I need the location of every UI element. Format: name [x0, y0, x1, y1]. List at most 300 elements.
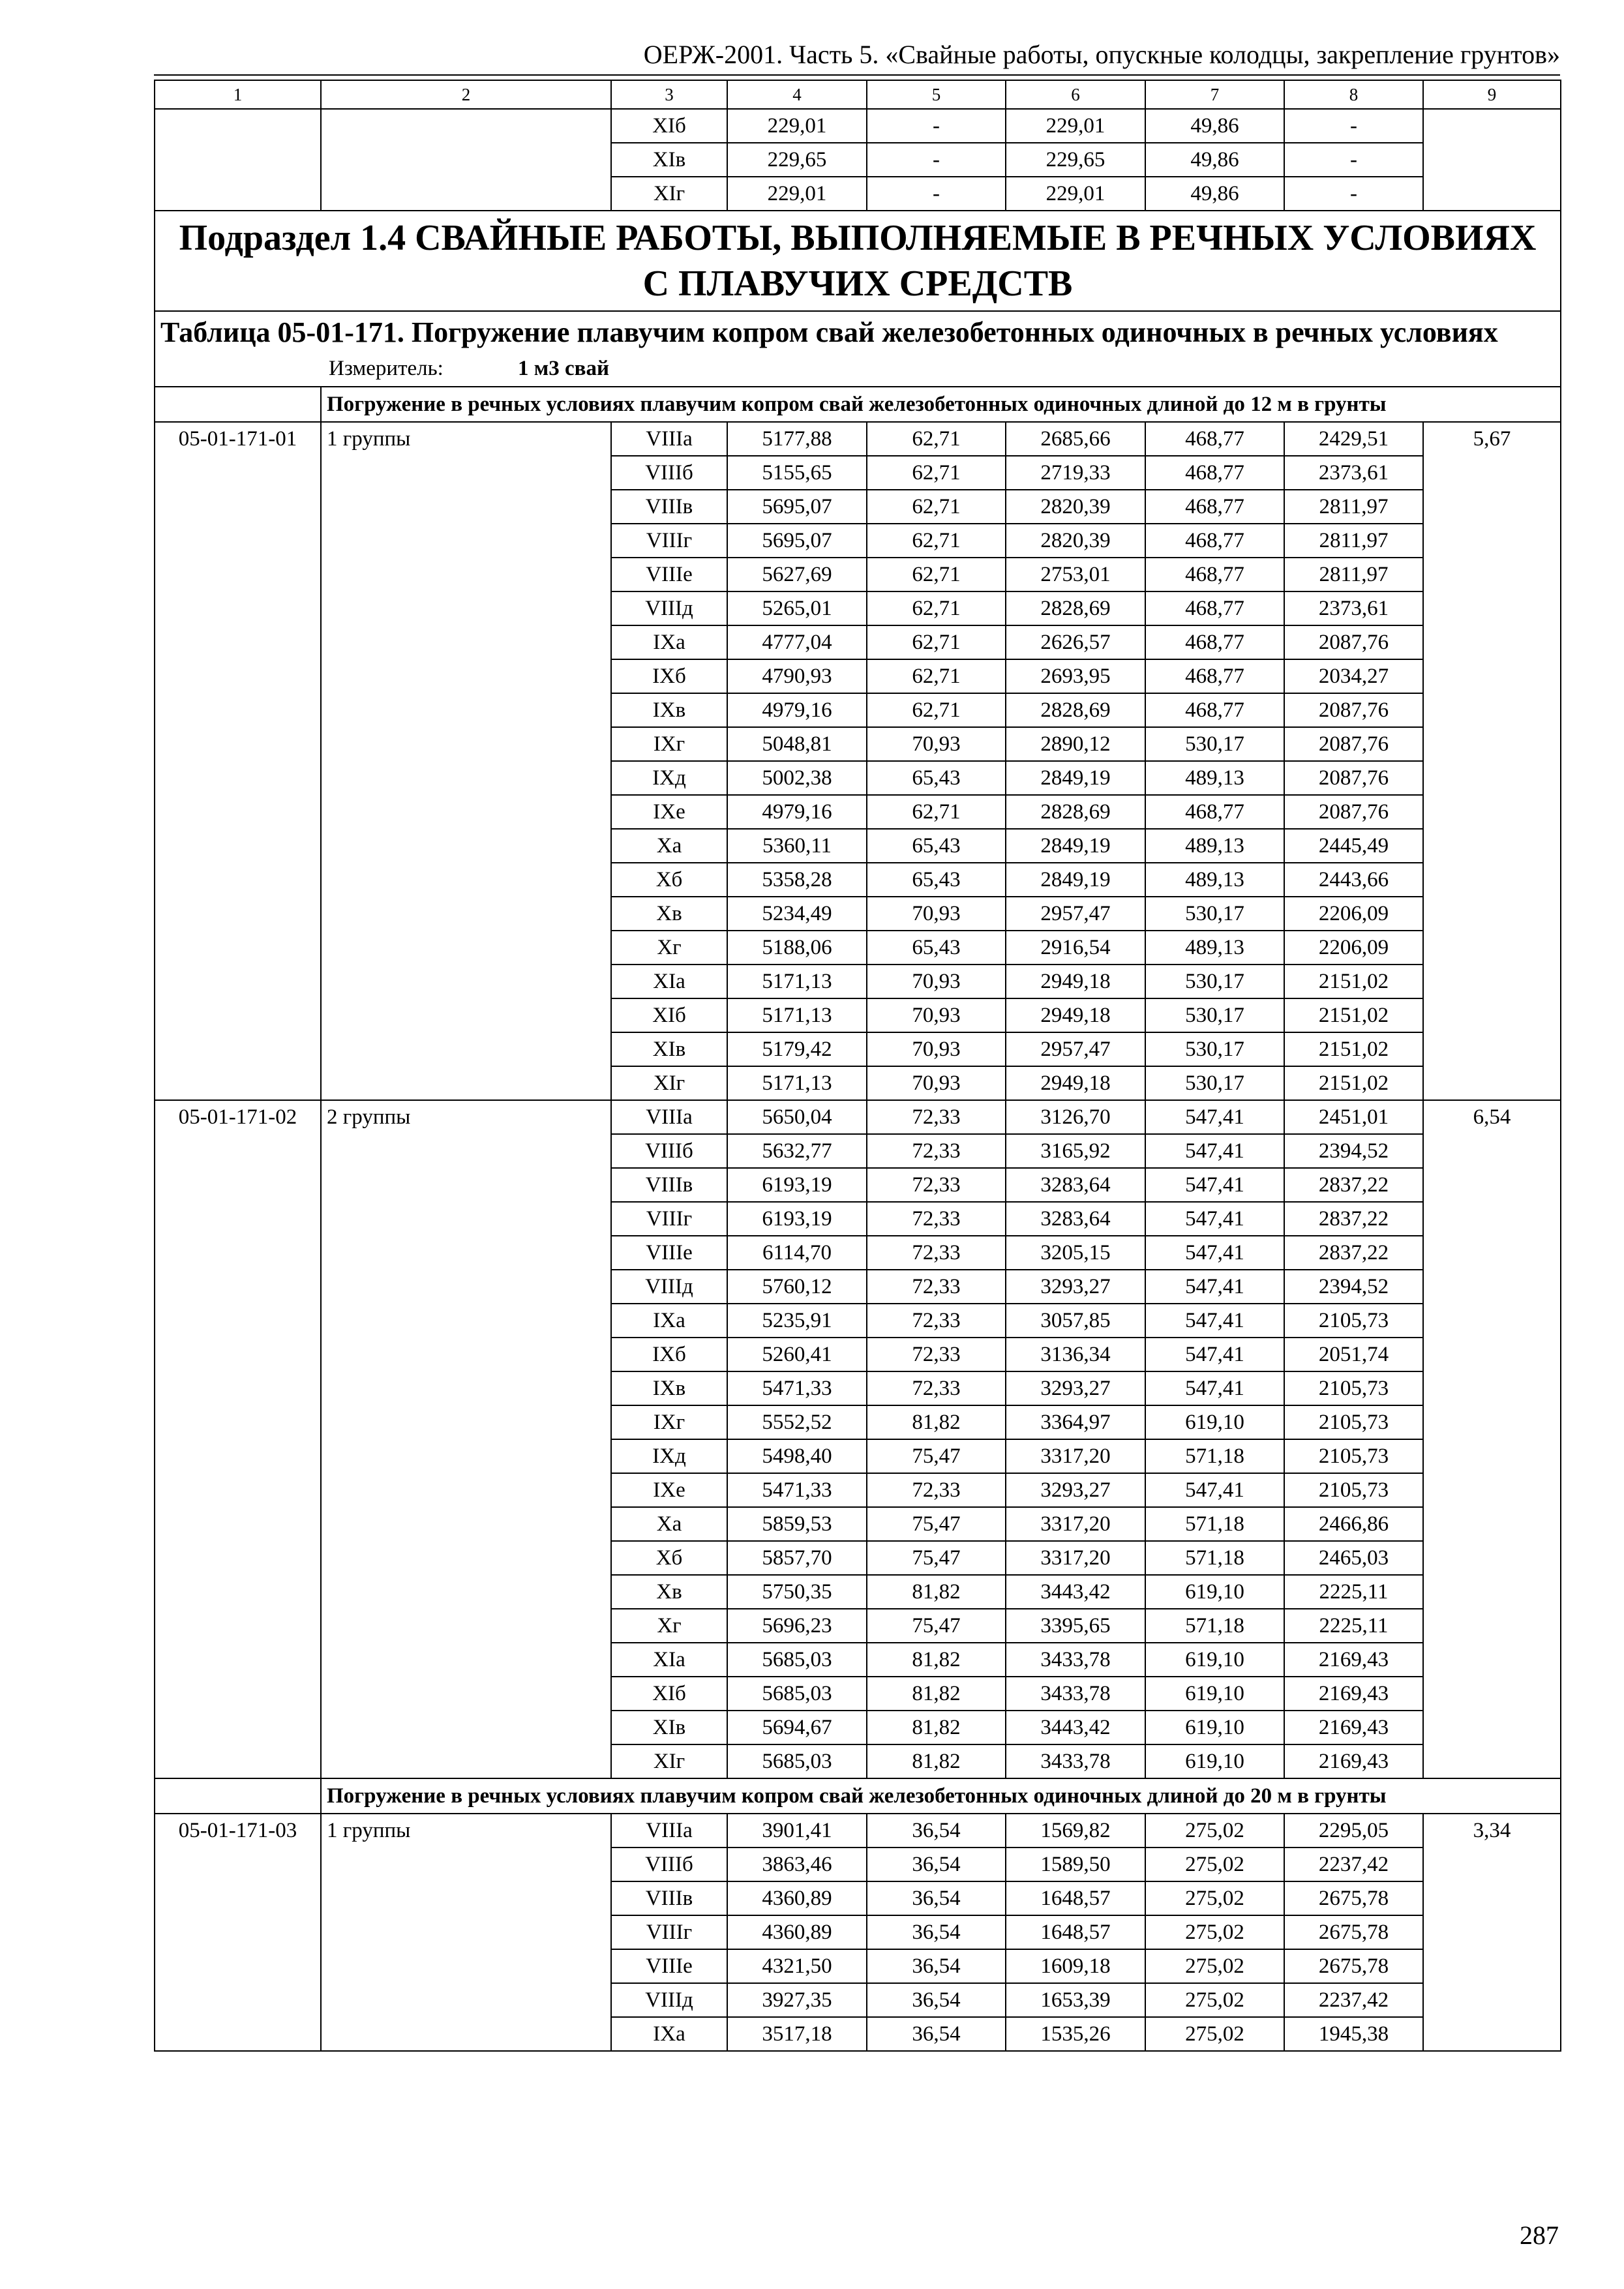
- wages-cell: -: [867, 177, 1006, 211]
- machinist-wages-cell: 547,41: [1145, 1473, 1284, 1507]
- machinist-wages-cell: 489,13: [1145, 863, 1284, 897]
- machinist-wages-cell: 530,17: [1145, 965, 1284, 998]
- wages-cell: 72,33: [867, 1168, 1006, 1202]
- machine-cost-cell: 1648,57: [1006, 1881, 1145, 1915]
- wages-cell: 81,82: [867, 1643, 1006, 1677]
- soil-class-cell: VIIIа: [611, 1814, 727, 1848]
- direct-cost-cell: 5498,40: [727, 1439, 867, 1473]
- machine-cost-cell: 3205,15: [1006, 1236, 1145, 1270]
- wages-cell: 72,33: [867, 1304, 1006, 1338]
- table-row: [155, 109, 1561, 143]
- machinist-wages-cell: 275,02: [1145, 1881, 1284, 1915]
- materials-cost-cell: -: [1284, 143, 1423, 177]
- materials-cost-cell: 2087,76: [1284, 693, 1423, 727]
- direct-cost-cell: 5171,13: [727, 998, 867, 1032]
- machine-cost-cell: 3293,27: [1006, 1473, 1145, 1507]
- direct-cost-cell: 5265,01: [727, 591, 867, 625]
- materials-cost-cell: 2206,09: [1284, 931, 1423, 965]
- machinist-wages-cell: 468,77: [1145, 625, 1284, 659]
- materials-cost-cell: 2429,51: [1284, 422, 1423, 456]
- machine-cost-cell: 3443,42: [1006, 1711, 1145, 1744]
- machine-cost-cell: 2753,01: [1006, 558, 1145, 591]
- machine-cost-cell: 229,65: [1006, 143, 1145, 177]
- materials-cost-cell: 2034,27: [1284, 659, 1423, 693]
- direct-cost-cell: 5632,77: [727, 1134, 867, 1168]
- code-cell: 05-01-171-03: [155, 1814, 321, 2051]
- soil-class-cell: VIIIд: [611, 1983, 727, 2017]
- machine-cost-cell: 2957,47: [1006, 1032, 1145, 1066]
- wages-cell: -: [867, 143, 1006, 177]
- code-cell: 05-01-171-01: [155, 422, 321, 1100]
- materials-cost-cell: 2837,22: [1284, 1236, 1423, 1270]
- materials-cost-cell: 2169,43: [1284, 1643, 1423, 1677]
- direct-cost-cell: 5471,33: [727, 1371, 867, 1405]
- machinist-wages-cell: 619,10: [1145, 1711, 1284, 1744]
- materials-cost-cell: 2675,78: [1284, 1949, 1423, 1983]
- machinist-wages-cell: 468,77: [1145, 591, 1284, 625]
- direct-cost-cell: 3901,41: [727, 1814, 867, 1848]
- machinist-wages-cell: 530,17: [1145, 998, 1284, 1032]
- soil-class-cell: VIIIг: [611, 524, 727, 558]
- soil-class-cell: VIIIд: [611, 1270, 727, 1304]
- materials-cost-cell: 2394,52: [1284, 1134, 1423, 1168]
- wages-cell: 36,54: [867, 1915, 1006, 1949]
- machine-cost-cell: 1648,57: [1006, 1915, 1145, 1949]
- column-number: 3: [611, 80, 727, 109]
- machine-cost-cell: 2828,69: [1006, 795, 1145, 829]
- direct-cost-cell: 4777,04: [727, 625, 867, 659]
- section-heading-spacer: [155, 387, 321, 422]
- materials-cost-cell: -: [1284, 177, 1423, 211]
- machine-cost-cell: 2849,19: [1006, 829, 1145, 863]
- wages-cell: 62,71: [867, 625, 1006, 659]
- wages-cell: 36,54: [867, 2017, 1006, 2051]
- column-number-row: [155, 80, 1561, 109]
- wages-cell: 75,47: [867, 1609, 1006, 1643]
- materials-cost-cell: 2087,76: [1284, 761, 1423, 795]
- soil-class-cell: VIIIб: [611, 1848, 727, 1881]
- soil-class-cell: VIIIв: [611, 490, 727, 524]
- column-number: 4: [727, 80, 867, 109]
- machine-cost-cell: 2820,39: [1006, 490, 1145, 524]
- machinist-wages-cell: 468,77: [1145, 795, 1284, 829]
- direct-cost-cell: 5048,81: [727, 727, 867, 761]
- direct-cost-cell: 3927,35: [727, 1983, 867, 2017]
- column-number: 9: [1423, 80, 1561, 109]
- table-row: [155, 422, 1561, 456]
- soil-class-cell: Xб: [611, 863, 727, 897]
- machine-cost-cell: 229,01: [1006, 109, 1145, 143]
- machinist-wages-cell: 468,77: [1145, 490, 1284, 524]
- direct-cost-cell: 5471,33: [727, 1473, 867, 1507]
- machinist-wages-cell: 530,17: [1145, 1032, 1284, 1066]
- soil-class-cell: XIг: [611, 1066, 727, 1100]
- machinist-wages-cell: 468,77: [1145, 558, 1284, 591]
- direct-cost-cell: 5358,28: [727, 863, 867, 897]
- machine-cost-cell: 2693,95: [1006, 659, 1145, 693]
- machine-cost-cell: 2949,18: [1006, 1066, 1145, 1100]
- materials-cost-cell: 2451,01: [1284, 1100, 1423, 1134]
- wages-cell: 70,93: [867, 1032, 1006, 1066]
- materials-cost-cell: 2151,02: [1284, 998, 1423, 1032]
- materials-cost-cell: 2225,11: [1284, 1609, 1423, 1643]
- wages-cell: 65,43: [867, 761, 1006, 795]
- machine-cost-cell: 3317,20: [1006, 1507, 1145, 1541]
- table-title-cell: [155, 311, 1561, 387]
- wages-cell: 62,71: [867, 693, 1006, 727]
- wages-cell: 72,33: [867, 1338, 1006, 1371]
- soil-class-cell: XIб: [611, 109, 727, 143]
- direct-cost-cell: 4979,16: [727, 693, 867, 727]
- machinist-wages-cell: 619,10: [1145, 1677, 1284, 1711]
- direct-cost-cell: 5234,49: [727, 897, 867, 931]
- machinist-wages-cell: 547,41: [1145, 1168, 1284, 1202]
- rates-table: [154, 80, 1561, 2052]
- machine-cost-cell: 3293,27: [1006, 1371, 1145, 1405]
- machine-cost-cell: 1653,39: [1006, 1983, 1145, 2017]
- materials-cost-cell: 2087,76: [1284, 795, 1423, 829]
- soil-class-cell: IXа: [611, 2017, 727, 2051]
- machine-cost-cell: 2949,18: [1006, 965, 1145, 998]
- soil-class-cell: VIIIг: [611, 1915, 727, 1949]
- materials-cost-cell: 2151,02: [1284, 1032, 1423, 1066]
- machine-cost-cell: 3364,97: [1006, 1405, 1145, 1439]
- machine-cost-cell: 1589,50: [1006, 1848, 1145, 1881]
- materials-cost-cell: 2105,73: [1284, 1371, 1423, 1405]
- machine-cost-cell: 2719,33: [1006, 456, 1145, 490]
- wages-cell: 62,71: [867, 422, 1006, 456]
- rates-table-body: [155, 80, 1561, 2051]
- direct-cost-cell: 5650,04: [727, 1100, 867, 1134]
- materials-cost-cell: 2237,42: [1284, 1848, 1423, 1881]
- machinist-wages-cell: 489,13: [1145, 761, 1284, 795]
- soil-class-cell: IXг: [611, 727, 727, 761]
- machinist-wages-cell: 547,41: [1145, 1304, 1284, 1338]
- subsection-row: [155, 211, 1561, 311]
- machine-cost-cell: 3136,34: [1006, 1338, 1145, 1371]
- machinist-wages-cell: 619,10: [1145, 1405, 1284, 1439]
- wages-cell: 70,93: [867, 998, 1006, 1032]
- soil-class-cell: XIв: [611, 143, 727, 177]
- col9-cell: 6,54: [1423, 1100, 1561, 1778]
- soil-class-cell: VIIIе: [611, 558, 727, 591]
- direct-cost-cell: 5155,65: [727, 456, 867, 490]
- machinist-wages-cell: 571,18: [1145, 1507, 1284, 1541]
- code-cell: [155, 109, 321, 211]
- soil-class-cell: XIг: [611, 177, 727, 211]
- materials-cost-cell: 2811,97: [1284, 524, 1423, 558]
- materials-cost-cell: 2675,78: [1284, 1881, 1423, 1915]
- wages-cell: 62,71: [867, 490, 1006, 524]
- machine-cost-cell: 3283,64: [1006, 1168, 1145, 1202]
- wages-cell: 36,54: [867, 1949, 1006, 1983]
- materials-cost-cell: 2373,61: [1284, 456, 1423, 490]
- direct-cost-cell: 4979,16: [727, 795, 867, 829]
- direct-cost-cell: 4790,93: [727, 659, 867, 693]
- materials-cost-cell: 2169,43: [1284, 1744, 1423, 1778]
- direct-cost-cell: 5685,03: [727, 1677, 867, 1711]
- soil-class-cell: IXе: [611, 795, 727, 829]
- group-cell: 1 группы: [321, 1814, 611, 2051]
- machinist-wages-cell: 468,77: [1145, 659, 1284, 693]
- machine-cost-cell: 2685,66: [1006, 422, 1145, 456]
- direct-cost-cell: 5696,23: [727, 1609, 867, 1643]
- machine-cost-cell: 3317,20: [1006, 1439, 1145, 1473]
- wages-cell: 81,82: [867, 1677, 1006, 1711]
- direct-cost-cell: 5235,91: [727, 1304, 867, 1338]
- column-number: 1: [155, 80, 321, 109]
- materials-cost-cell: 2394,52: [1284, 1270, 1423, 1304]
- col9-cell: 5,67: [1423, 422, 1561, 1100]
- soil-class-cell: IXе: [611, 1473, 727, 1507]
- direct-cost-cell: 3863,46: [727, 1848, 867, 1881]
- soil-class-cell: XIб: [611, 1677, 727, 1711]
- machinist-wages-cell: 489,13: [1145, 829, 1284, 863]
- machinist-wages-cell: 275,02: [1145, 1983, 1284, 2017]
- machine-cost-cell: 1569,82: [1006, 1814, 1145, 1848]
- running-title: ОЕРЖ-2001. Часть 5. «Свайные работы, опускные колодцы, закрепление грунтов»: [154, 38, 1560, 76]
- machinist-wages-cell: 49,86: [1145, 109, 1284, 143]
- direct-cost-cell: 5179,42: [727, 1032, 867, 1066]
- wages-cell: 72,33: [867, 1371, 1006, 1405]
- direct-cost-cell: 5171,13: [727, 1066, 867, 1100]
- direct-cost-cell: 3517,18: [727, 2017, 867, 2051]
- machinist-wages-cell: 619,10: [1145, 1575, 1284, 1609]
- direct-cost-cell: 5750,35: [727, 1575, 867, 1609]
- soil-class-cell: IXд: [611, 761, 727, 795]
- group-cell: 2 группы: [321, 1100, 611, 1778]
- machine-cost-cell: 2626,57: [1006, 625, 1145, 659]
- machinist-wages-cell: 571,18: [1145, 1609, 1284, 1643]
- machine-cost-cell: 3433,78: [1006, 1744, 1145, 1778]
- col9-cell: [1423, 109, 1561, 211]
- soil-class-cell: IXа: [611, 625, 727, 659]
- column-number: 8: [1284, 80, 1423, 109]
- soil-class-cell: XIв: [611, 1032, 727, 1066]
- soil-class-cell: IXг: [611, 1405, 727, 1439]
- direct-cost-cell: 5857,70: [727, 1541, 867, 1575]
- soil-class-cell: Xб: [611, 1541, 727, 1575]
- machinist-wages-cell: 275,02: [1145, 1915, 1284, 1949]
- soil-class-cell: XIв: [611, 1711, 727, 1744]
- materials-cost-cell: 2105,73: [1284, 1304, 1423, 1338]
- machine-cost-cell: 2890,12: [1006, 727, 1145, 761]
- direct-cost-cell: 5171,13: [727, 965, 867, 998]
- materials-cost-cell: 2105,73: [1284, 1405, 1423, 1439]
- direct-cost-cell: 5627,69: [727, 558, 867, 591]
- machinist-wages-cell: 468,77: [1145, 524, 1284, 558]
- materials-cost-cell: 2169,43: [1284, 1677, 1423, 1711]
- column-number: 2: [321, 80, 611, 109]
- direct-cost-cell: 5552,52: [727, 1405, 867, 1439]
- direct-cost-cell: 5695,07: [727, 524, 867, 558]
- machinist-wages-cell: 530,17: [1145, 727, 1284, 761]
- direct-cost-cell: 5859,53: [727, 1507, 867, 1541]
- materials-cost-cell: 2811,97: [1284, 558, 1423, 591]
- unit-value: 1 м3 свай: [518, 357, 609, 380]
- machine-cost-cell: 2949,18: [1006, 998, 1145, 1032]
- soil-class-cell: IXа: [611, 1304, 727, 1338]
- wages-cell: 72,33: [867, 1202, 1006, 1236]
- machinist-wages-cell: 571,18: [1145, 1541, 1284, 1575]
- materials-cost-cell: 2151,02: [1284, 1066, 1423, 1100]
- wages-cell: 36,54: [867, 1848, 1006, 1881]
- direct-cost-cell: 5685,03: [727, 1744, 867, 1778]
- wages-cell: 36,54: [867, 1881, 1006, 1915]
- section-heading-row: [155, 387, 1561, 422]
- soil-class-cell: VIIIе: [611, 1949, 727, 1983]
- materials-cost-cell: 2295,05: [1284, 1814, 1423, 1848]
- soil-class-cell: XIа: [611, 1643, 727, 1677]
- direct-cost-cell: 5685,03: [727, 1643, 867, 1677]
- materials-cost-cell: 2206,09: [1284, 897, 1423, 931]
- unit-line: [160, 353, 1555, 383]
- unit-label: Измеритель:: [329, 357, 444, 380]
- wages-cell: 81,82: [867, 1711, 1006, 1744]
- machinist-wages-cell: 547,41: [1145, 1371, 1284, 1405]
- wages-cell: 72,33: [867, 1236, 1006, 1270]
- machinist-wages-cell: 275,02: [1145, 1949, 1284, 1983]
- machine-cost-cell: 3443,42: [1006, 1575, 1145, 1609]
- soil-class-cell: XIб: [611, 998, 727, 1032]
- soil-class-cell: VIIIе: [611, 1236, 727, 1270]
- machine-cost-cell: 2828,69: [1006, 591, 1145, 625]
- direct-cost-cell: 4321,50: [727, 1949, 867, 1983]
- soil-class-cell: VIIIд: [611, 591, 727, 625]
- soil-class-cell: VIIIг: [611, 1202, 727, 1236]
- machine-cost-cell: 3057,85: [1006, 1304, 1145, 1338]
- materials-cost-cell: 2237,42: [1284, 1983, 1423, 2017]
- direct-cost-cell: 5695,07: [727, 490, 867, 524]
- direct-cost-cell: 229,01: [727, 177, 867, 211]
- soil-class-cell: XIа: [611, 965, 727, 998]
- direct-cost-cell: 6193,19: [727, 1168, 867, 1202]
- machinist-wages-cell: 275,02: [1145, 1848, 1284, 1881]
- machine-cost-cell: 2916,54: [1006, 931, 1145, 965]
- direct-cost-cell: 4360,89: [727, 1915, 867, 1949]
- materials-cost-cell: 2087,76: [1284, 625, 1423, 659]
- machine-cost-cell: 229,01: [1006, 177, 1145, 211]
- machinist-wages-cell: 619,10: [1145, 1643, 1284, 1677]
- direct-cost-cell: 5177,88: [727, 422, 867, 456]
- soil-class-cell: VIIIв: [611, 1168, 727, 1202]
- soil-class-cell: VIIIа: [611, 1100, 727, 1134]
- page-number: 287: [1520, 2221, 1559, 2250]
- table-title-row: [155, 311, 1561, 387]
- wages-cell: 70,93: [867, 965, 1006, 998]
- wages-cell: 70,93: [867, 897, 1006, 931]
- wages-cell: 62,71: [867, 659, 1006, 693]
- machinist-wages-cell: 619,10: [1145, 1744, 1284, 1778]
- direct-cost-cell: 4360,89: [727, 1881, 867, 1915]
- materials-cost-cell: 2443,66: [1284, 863, 1423, 897]
- soil-class-cell: Xа: [611, 829, 727, 863]
- wages-cell: 81,82: [867, 1405, 1006, 1439]
- machinist-wages-cell: 547,41: [1145, 1134, 1284, 1168]
- wages-cell: 72,33: [867, 1100, 1006, 1134]
- materials-cost-cell: 2465,03: [1284, 1541, 1423, 1575]
- wages-cell: 75,47: [867, 1439, 1006, 1473]
- machine-cost-cell: 2828,69: [1006, 693, 1145, 727]
- machine-cost-cell: 2957,47: [1006, 897, 1145, 931]
- machine-cost-cell: 2820,39: [1006, 524, 1145, 558]
- materials-cost-cell: 2105,73: [1284, 1439, 1423, 1473]
- materials-cost-cell: 2445,49: [1284, 829, 1423, 863]
- wages-cell: 81,82: [867, 1575, 1006, 1609]
- materials-cost-cell: 2675,78: [1284, 1915, 1423, 1949]
- wages-cell: 62,71: [867, 524, 1006, 558]
- direct-cost-cell: 6193,19: [727, 1202, 867, 1236]
- direct-cost-cell: 229,65: [727, 143, 867, 177]
- column-number: 5: [867, 80, 1006, 109]
- wages-cell: 65,43: [867, 931, 1006, 965]
- section-heading-spacer: [155, 1778, 321, 1814]
- wages-cell: 72,33: [867, 1270, 1006, 1304]
- machinist-wages-cell: 571,18: [1145, 1439, 1284, 1473]
- materials-cost-cell: -: [1284, 109, 1423, 143]
- group-cell: 1 группы: [321, 422, 611, 1100]
- machinist-wages-cell: 468,77: [1145, 456, 1284, 490]
- machine-cost-cell: 3433,78: [1006, 1643, 1145, 1677]
- machinist-wages-cell: 49,86: [1145, 177, 1284, 211]
- materials-cost-cell: 2837,22: [1284, 1202, 1423, 1236]
- direct-cost-cell: 229,01: [727, 109, 867, 143]
- table-row: [155, 1100, 1561, 1134]
- machine-cost-cell: 3283,64: [1006, 1202, 1145, 1236]
- machine-cost-cell: 1535,26: [1006, 2017, 1145, 2051]
- group-cell: [321, 109, 611, 211]
- wages-cell: 70,93: [867, 1066, 1006, 1100]
- wages-cell: 62,71: [867, 591, 1006, 625]
- wages-cell: 70,93: [867, 727, 1006, 761]
- wages-cell: 81,82: [867, 1744, 1006, 1778]
- materials-cost-cell: 2087,76: [1284, 727, 1423, 761]
- machine-cost-cell: 1609,18: [1006, 1949, 1145, 1983]
- table-title: Таблица 05-01-171. Погружение плавучим копром свай железобетонных одиночных в речных условиях: [160, 316, 1498, 348]
- soil-class-cell: VIIIб: [611, 1134, 727, 1168]
- machinist-wages-cell: 547,41: [1145, 1338, 1284, 1371]
- direct-cost-cell: 5188,06: [727, 931, 867, 965]
- column-number: 7: [1145, 80, 1284, 109]
- wages-cell: 65,43: [867, 829, 1006, 863]
- soil-class-cell: VIIIв: [611, 1881, 727, 1915]
- soil-class-cell: Xв: [611, 897, 727, 931]
- code-cell: 05-01-171-02: [155, 1100, 321, 1778]
- materials-cost-cell: 2837,22: [1284, 1168, 1423, 1202]
- machinist-wages-cell: 275,02: [1145, 1814, 1284, 1848]
- wages-cell: 62,71: [867, 795, 1006, 829]
- soil-class-cell: IXб: [611, 1338, 727, 1371]
- direct-cost-cell: 5760,12: [727, 1270, 867, 1304]
- soil-class-cell: Xг: [611, 1609, 727, 1643]
- machinist-wages-cell: 547,41: [1145, 1202, 1284, 1236]
- machine-cost-cell: 3317,20: [1006, 1541, 1145, 1575]
- direct-cost-cell: 5260,41: [727, 1338, 867, 1371]
- materials-cost-cell: 2466,86: [1284, 1507, 1423, 1541]
- machinist-wages-cell: 530,17: [1145, 1066, 1284, 1100]
- machine-cost-cell: 3395,65: [1006, 1609, 1145, 1643]
- section-heading: Погружение в речных условиях плавучим копром свай железобетонных одиночных длиной до 20 м в грунты: [321, 1778, 1561, 1814]
- direct-cost-cell: 5694,67: [727, 1711, 867, 1744]
- machinist-wages-cell: 489,13: [1145, 931, 1284, 965]
- machine-cost-cell: 2849,19: [1006, 863, 1145, 897]
- wages-cell: 36,54: [867, 1814, 1006, 1848]
- machinist-wages-cell: 547,41: [1145, 1270, 1284, 1304]
- column-number: 6: [1006, 80, 1145, 109]
- wages-cell: 62,71: [867, 456, 1006, 490]
- soil-class-cell: IXв: [611, 1371, 727, 1405]
- soil-class-cell: XIг: [611, 1744, 727, 1778]
